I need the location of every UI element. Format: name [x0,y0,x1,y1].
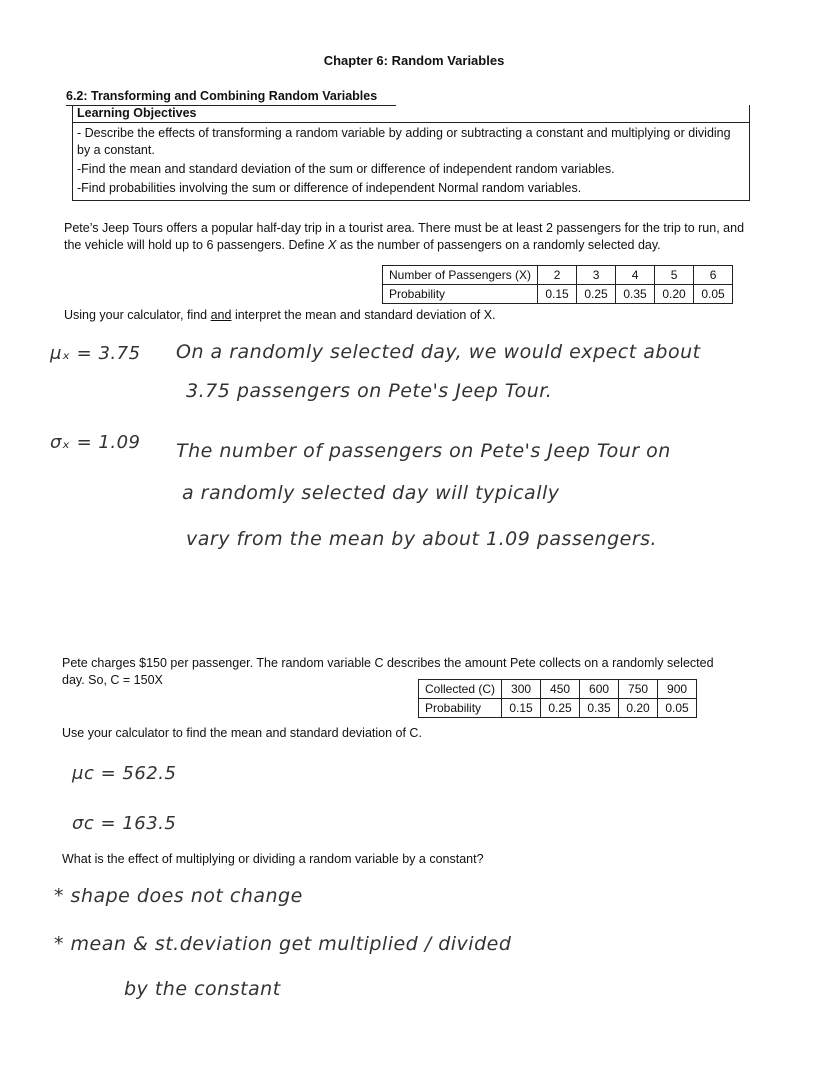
section-title: 6.2: Transforming and Combining Random Variables [66,88,396,106]
objectives-heading: Learning Objectives [77,106,197,120]
problem2-text: Pete charges $150 per passenger. The random variable C describes the amount Pete collects on a randomly selected day. So, C = 150X [62,656,714,687]
mean-x-interpretation-1: On a randomly selected day, we would expect about [176,341,701,363]
chapter-title: Chapter 6: Random Variables [323,53,505,68]
mean-x-interpretation-2: 3.75 passengers on Pete's Jeep Tour. [186,380,553,402]
sd-c-answer: σc = 163.5 [72,813,177,834]
sd-x-interpretation-1: The number of passengers on Pete's Jeep Tour on [176,440,671,462]
sd-x-interpretation-2: a randomly selected day will typically [182,482,560,504]
objective-2: -Find the mean and standard deviation of the sum or difference of independent random variables. [77,162,615,176]
problem1-text: Pete’s Jeep Tours offers a popular half-day trip in a tourist area. There must be at least 2 passengers for the trip to run, and the vehicle will hold up to 6 passengers. Define X as the number of passengers on a randomly selected day. [64,221,745,252]
objective-3: -Find probabilities involving the sum or difference of independent Normal random variables. [77,181,582,195]
mean-x-label: μₓ = 3.75 [50,343,141,364]
objective-1: - Describe the effects of transforming a random variable by adding or subtracting a constant and multiplying or dividing by a constant. [77,126,731,157]
mean-c-answer: μc = 562.5 [72,763,177,784]
table-row: Collected (C) 300 450 600 750 900 [419,680,697,699]
collected-distribution-table [418,679,697,718]
problem2-question: Use your calculator to find the mean and standard deviation of C. [62,726,422,740]
table-row: Number of Passengers (X) 2 3 4 5 6 [383,266,733,285]
problem1-question: Using your calculator, find and interpret the mean and standard deviation of X. [64,308,496,322]
table-row: Probability 0.15 0.25 0.35 0.20 0.05 [383,285,733,304]
sd-x-label: σₓ = 1.09 [50,432,141,453]
sd-x-interpretation-3: vary from the mean by about 1.09 passengers. [186,528,658,550]
passengers-distribution-table [382,265,733,304]
learning-objectives-box [72,105,750,201]
effect-answer-2: * mean & st.deviation get multiplied / divided [54,933,512,955]
effect-answer-3: by the constant [124,978,281,1000]
table-row: Probability 0.15 0.25 0.35 0.20 0.05 [419,699,697,718]
question3: What is the effect of multiplying or dividing a random variable by a constant? [62,852,484,866]
effect-answer-1: * shape does not change [54,885,303,907]
